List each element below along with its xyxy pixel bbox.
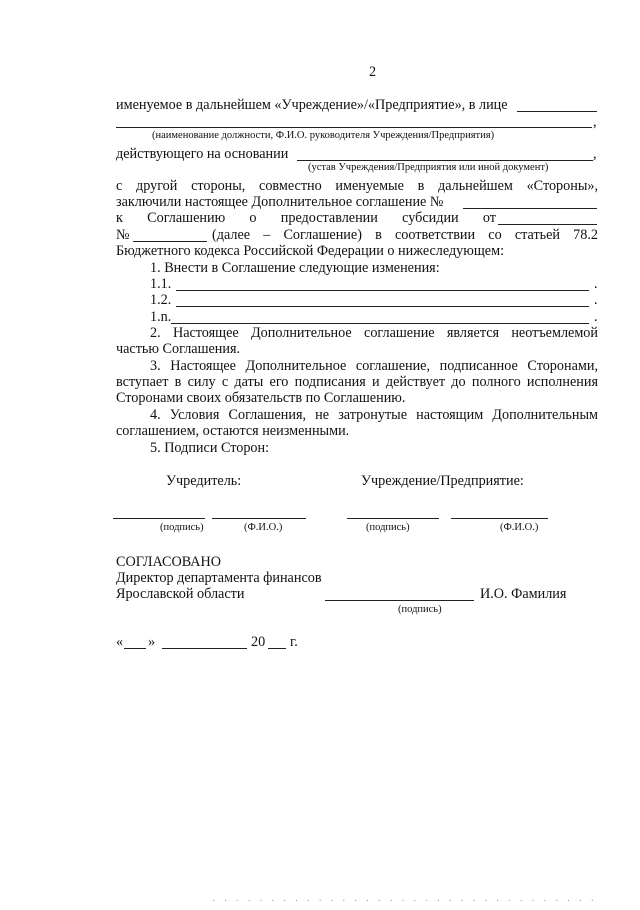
item-2-line-1: 2. Настоящее Дополнительное соглашение является неотъемлемой [150, 325, 598, 341]
item-2-line-2: частью Соглашения. [116, 341, 241, 357]
founder-signature-caption: (подпись) [160, 522, 204, 533]
institution-label: Учреждение/Предприятие: [361, 473, 524, 489]
intro-line-6: (далее – Соглашение) в соответствии со статьей 78.2 [212, 227, 598, 243]
institution-fio-line[interactable] [451, 518, 548, 519]
approver-position-line-1: Директор департамента финансов [116, 570, 322, 586]
subsidy-number-blank[interactable] [133, 241, 207, 242]
item-3-line-1: 3. Настоящее Дополнительное соглашение, подписанное Сторонами, [150, 358, 598, 374]
date-year-blank[interactable] [268, 648, 286, 649]
agreement-date-blank[interactable] [498, 224, 597, 225]
representative-name-blank[interactable] [116, 127, 592, 128]
item-1-n-label: 1.n. [150, 309, 172, 325]
intro-line-5: к Соглашению о предоставлении субсидии от [116, 210, 496, 226]
basis-blank[interactable] [297, 160, 593, 161]
institution-signature-caption: (подпись) [366, 522, 410, 533]
item-4-line-2: соглашением, остаются неизменными. [116, 423, 350, 439]
item-1-n-blank[interactable] [171, 323, 589, 324]
institution-signature-line[interactable] [347, 518, 439, 519]
caption-basis-document: (устав Учреждения/Предприятия или иной документ) [308, 162, 549, 173]
founder-signature-line[interactable] [113, 518, 205, 519]
founder-label: Учредитель: [166, 473, 242, 489]
founder-fio-line[interactable] [212, 518, 306, 519]
line-end-comma: , [593, 146, 597, 162]
agreed-heading: СОГЛАСОВАНО [116, 554, 222, 570]
agreement-number-blank[interactable] [463, 208, 597, 209]
item-3-line-3: Сторонами своих обязательств по Соглашению. [116, 390, 406, 406]
founder-fio-caption: (Ф.И.О.) [244, 522, 283, 533]
approver-name: И.О. Фамилия [480, 586, 567, 602]
line-end-comma: , [593, 114, 597, 130]
representative-blank[interactable] [517, 111, 597, 112]
item-3-line-2: вступает в силу с даты его подписания и действует до полного исполнения [116, 374, 598, 390]
institution-fio-caption: (Ф.И.О.) [500, 522, 539, 533]
date-day-blank[interactable] [124, 648, 146, 649]
date-year-suffix: г. [290, 634, 298, 650]
line-end-dot: . [594, 309, 598, 325]
item-1-2-blank[interactable] [176, 306, 589, 307]
item-1-1-blank[interactable] [176, 290, 589, 291]
item-4-line-1: 4. Условия Соглашения, не затронутые настоящим Дополнительным [150, 407, 598, 423]
item-1-2-label: 1.2. [150, 292, 172, 308]
intro-line-3: с другой стороны, совместно именуемые в дальнейшем «Стороны», [116, 178, 598, 194]
basis-label: действующего на основании [116, 146, 289, 162]
caption-representative: (наименование должности, Ф.И.О. руководителя Учреждения/Предприятия) [152, 130, 495, 141]
date-close-quote: » [148, 634, 156, 650]
line-end-dot: . [594, 292, 598, 308]
intro-line-4: заключили настоящее Дополнительное соглашение № [116, 194, 444, 210]
item-5: 5. Подписи Сторон: [150, 440, 270, 456]
intro-line-7: Бюджетного кодекса Российской Федерации о нижеследующем: [116, 243, 505, 259]
line-end-dot: . [594, 276, 598, 292]
approver-position-line-2: Ярославской области [116, 586, 245, 602]
date-open-quote: « [116, 634, 124, 650]
intro-line-1: именуемое в дальнейшем «Учреждение»/«Предприятие», в лице [116, 97, 508, 113]
item-1-1-label: 1.1. [150, 276, 172, 292]
date-month-blank[interactable] [162, 648, 247, 649]
item-1: 1. Внести в Соглашение следующие изменения: [150, 260, 440, 276]
date-year-prefix: 20 [251, 634, 266, 650]
intro-line-6-number: № [116, 227, 130, 243]
approver-signature-caption: (подпись) [398, 604, 442, 615]
scan-artifact: · · · · · · · · · · · · · · · · · · · · · · · · · · · · · · · · · [212, 896, 597, 907]
page-number: 2 [369, 64, 377, 80]
approver-signature-line[interactable] [325, 600, 474, 601]
